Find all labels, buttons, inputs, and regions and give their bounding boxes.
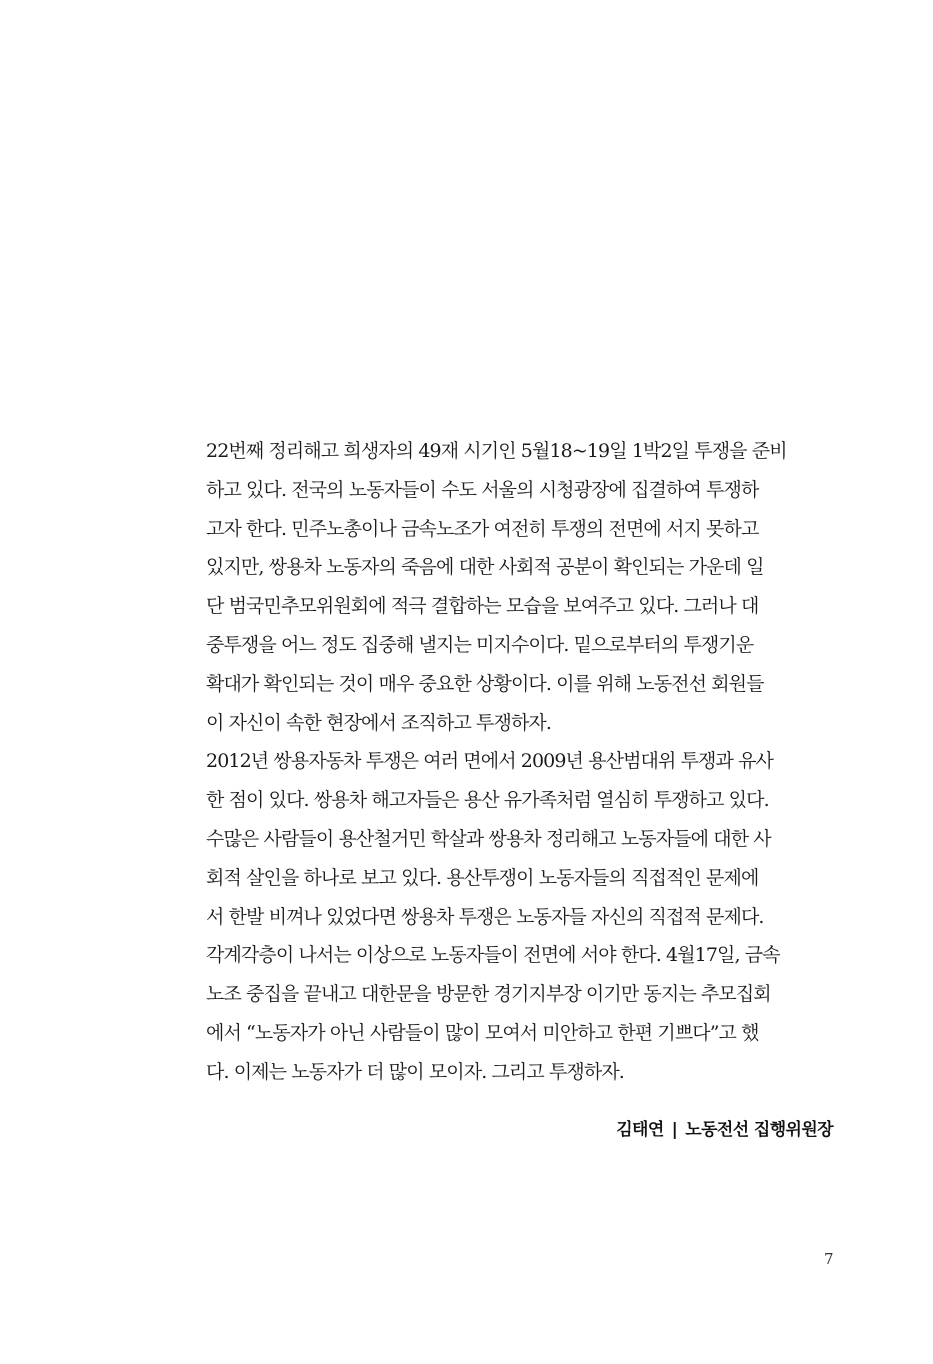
- page-number: 7: [824, 1250, 834, 1268]
- body-line: 한 점이 있다. 쌍용차 해고자들은 용산 유가족처럼 열심히 투쟁하고 있다.: [206, 789, 769, 812]
- body-line: 22번째 정리해고 희생자의 49재 시기인 5월18~19일 1박2일 투쟁을 준비: [206, 440, 787, 462]
- body-line: 중투쟁을 어느 정도 집중해 낼지는 미지수이다. 밑으로부터의 투쟁기운: [206, 633, 754, 656]
- signature-separator: |: [671, 1120, 678, 1140]
- body-line: 단 범국민추모위원회에 적극 결합하는 모습을 보여주고 있다. 그러나 대: [206, 595, 759, 618]
- body-line: 회적 살인을 하나로 보고 있다. 용산투쟁이 노동자들의 직접적인 문제에: [206, 866, 759, 889]
- author-title: 노동전선 집행위원장: [685, 1120, 833, 1140]
- body-line: 이 자신이 속한 현장에서 조직하고 투쟁하자.: [206, 711, 552, 734]
- body-line: 하고 있다. 전국의 노동자들이 수도 서울의 시청광장에 집결하여 투쟁하: [206, 478, 759, 501]
- author-signature: [616, 1115, 833, 1140]
- body-line: 각계각층이 나서는 이상으로 노동자들이 전면에 서야 한다. 4월17일, 금속: [206, 944, 780, 967]
- body-line: 있지만, 쌍용차 노동자의 죽음에 대한 사회적 공분이 확인되는 가운데 일: [206, 556, 764, 579]
- body-line: 에서 “노동자가 아닌 사람들이 많이 모여서 미안하고 한편 기쁘다”고 했: [206, 1021, 759, 1044]
- body-line: 다. 이제는 노동자가 더 많이 모이자. 그리고 투쟁하자.: [206, 1060, 624, 1083]
- body-line: 서 한발 비껴나 있었다면 쌍용차 투쟁은 노동자들 자신의 직접적 문제다.: [206, 905, 764, 928]
- body-line: 2012년 쌍용자동차 투쟁은 여러 면에서 2009년 용산범대위 투쟁과 유사: [206, 750, 773, 773]
- author-name: 김태연: [616, 1120, 664, 1140]
- article-body: [206, 432, 832, 1092]
- body-line: 노조 중집을 끝내고 대한문을 방문한 경기지부장 이기만 동지는 추모집회: [206, 983, 771, 1006]
- body-line: 고자 한다. 민주노총이나 금속노조가 여전히 투쟁의 전면에 서지 못하고: [206, 517, 759, 540]
- body-line: 수많은 사람들이 용산철거민 학살과 쌍용차 정리해고 노동자들에 대한 사: [206, 827, 771, 850]
- body-line: 확대가 확인되는 것이 매우 중요한 상황이다. 이를 위해 노동전선 회원들: [206, 672, 764, 695]
